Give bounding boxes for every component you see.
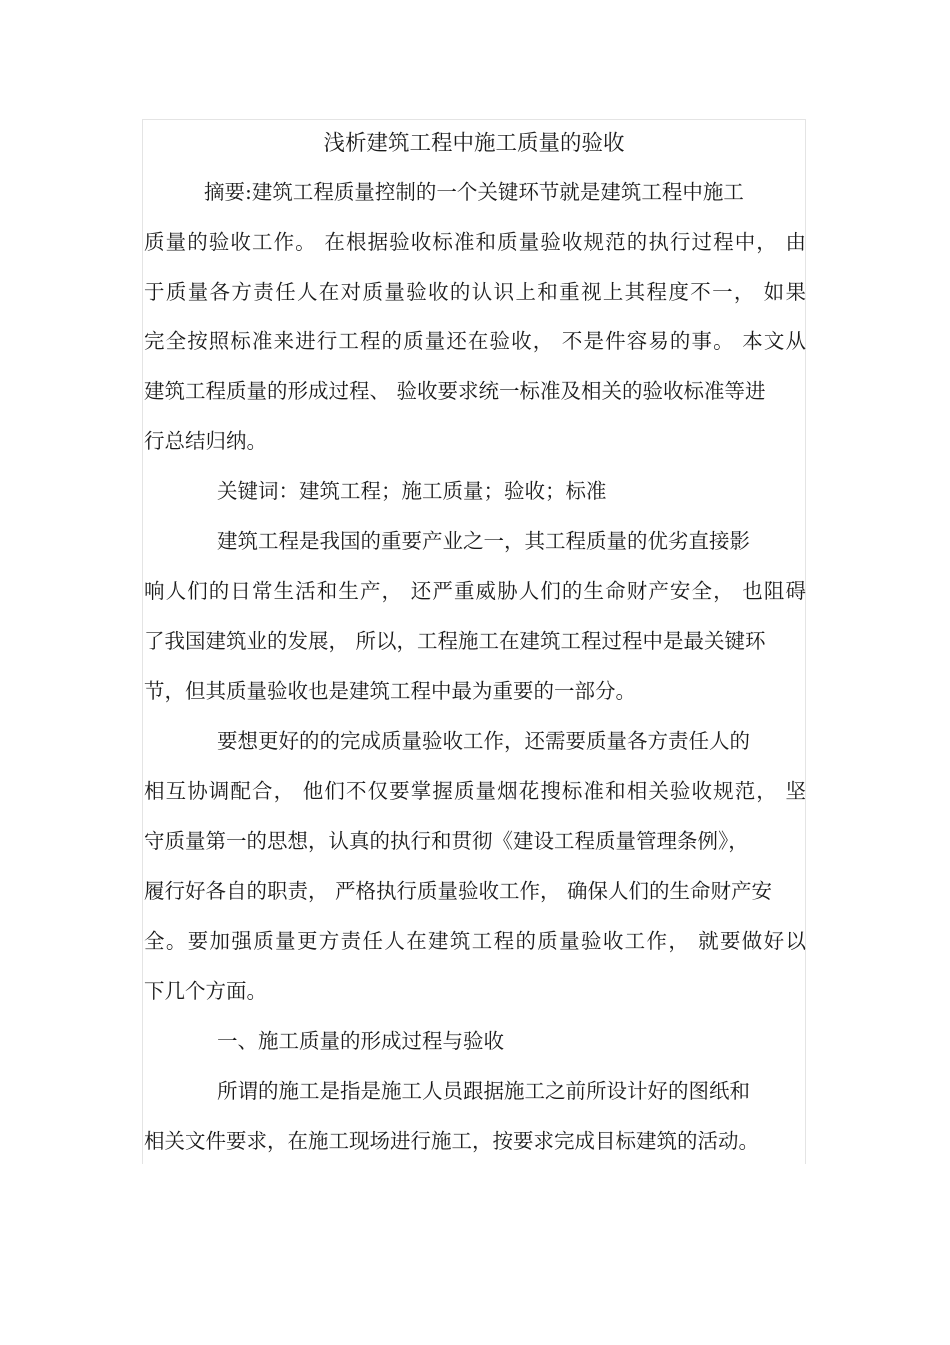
paragraph-1-line-1: 建筑工程是我国的重要产业之一，其工程质量的优劣直接影 [217,529,750,553]
keywords-line: 关键词：建筑工程；施工质量；验收；标准 [217,479,607,503]
abstract-line-4: 完全按照标准来进行工程的质量还在验收， 不是件容易的事。 本文从 [144,329,806,353]
paragraph-2-line-6: 下几个方面。 [144,979,267,1003]
paragraph-2-line-5: 全。要加强质量更方责任人在建筑工程的质量验收工作， 就要做好以 [144,929,806,953]
paragraph-3-line-1: 所谓的施工是指是施工人员跟据施工之前所设计好的图纸和 [217,1079,750,1103]
paragraph-2-line-1: 要想更好的的完成质量验收工作，还需要质量各方责任人的 [217,729,750,753]
document-title: 浅析建筑工程中施工质量的验收 [323,131,625,156]
abstract-line-5: 建筑工程质量的形成过程、 验收要求统一标准及相关的验收标准等进 [144,379,766,403]
paragraph-3-line-2: 相关文件要求，在施工现场进行施工，按要求完成目标建筑的活动。 [144,1129,759,1153]
paragraph-1-line-4: 节，但其质量验收也是建筑工程中最为重要的一部分。 [144,679,636,703]
paragraph-2-line-2: 相互协调配合， 他们不仅要掌握质量烟花搜标准和相关验收规范， 坚 [144,779,806,803]
paragraph-2-line-3: 守质量第一的思想，认真的执行和贯彻《建设工程质量管理条例》， [144,829,749,853]
paragraph-2-line-4: 履行好各自的职责， 严格执行质量验收工作， 确保人们的生命财产安 [144,879,773,903]
abstract-line-2: 质量的验收工作。 在根据验收标准和质量验收规范的执行过程中， 由 [144,230,806,254]
paragraph-1-line-3: 了我国建筑业的发展， 所以，工程施工在建筑工程过程中是最关键环 [144,629,766,653]
paragraph-1-line-2: 响人们的日常生活和生产， 还严重威胁人们的生命财产安全， 也阻碍 [144,579,806,603]
abstract-line-6: 行总结归纳。 [144,429,267,453]
section-heading-1: 一、施工质量的形成过程与验收 [217,1029,504,1053]
abstract-line-3: 于质量各方责任人在对质量验收的认识上和重视上其程度不一， 如果 [144,280,806,304]
abstract-line-1: 摘要:建筑工程质量控制的一个关键环节就是建筑工程中施工 [204,180,744,204]
